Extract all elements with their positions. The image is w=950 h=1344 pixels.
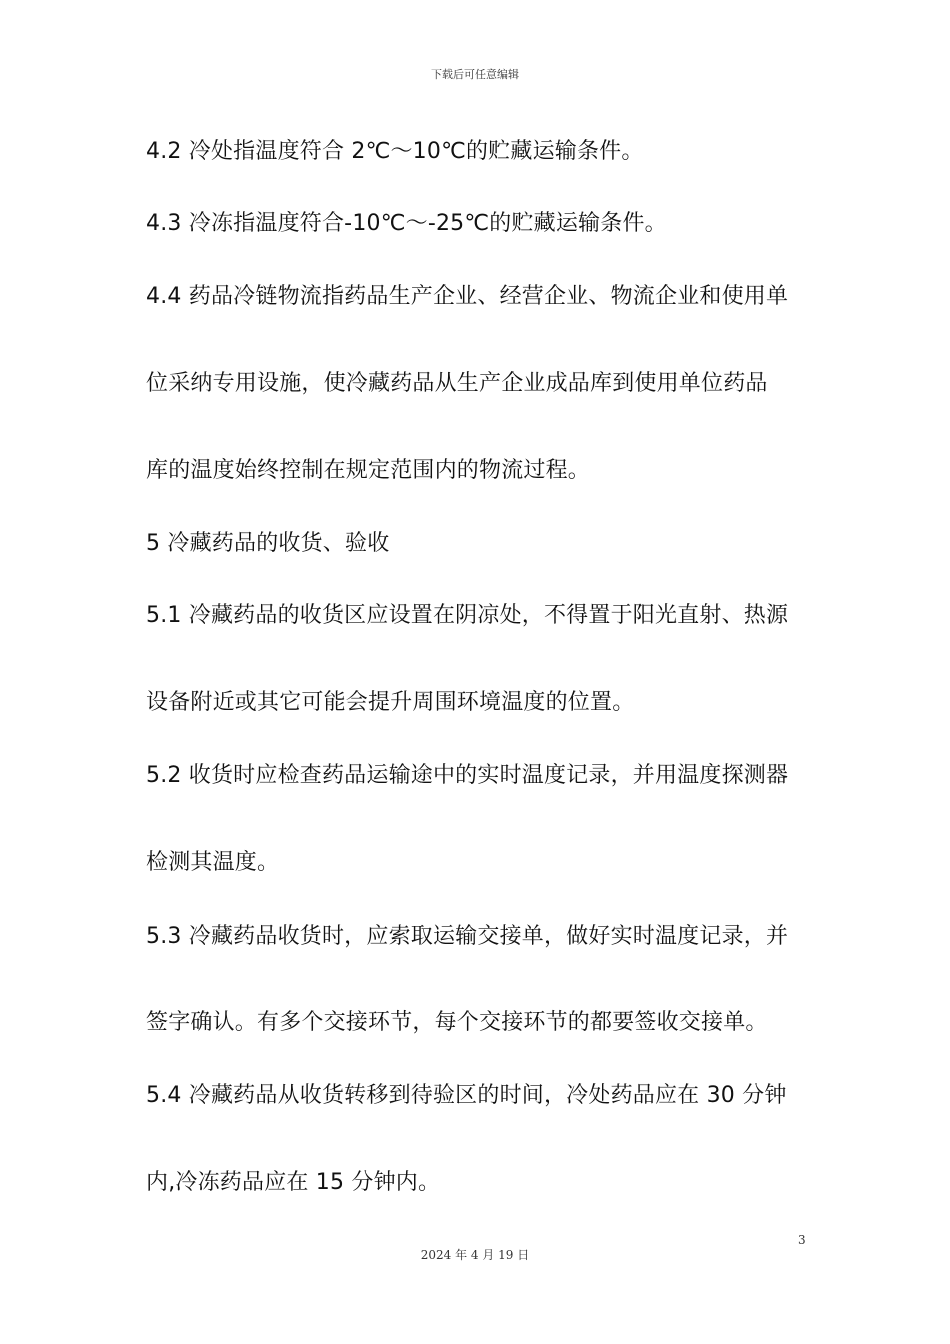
paragraph-5-1-line-1: 5.1 冷藏药品的收货区应设置在阴凉处，不得置于阳光直射、热源 — [146, 603, 789, 628]
paragraph-4-3: 4.3 冷冻指温度符合-10℃～-25℃的贮藏运输条件。 — [146, 211, 667, 236]
paragraph-4-4-line-3: 库的温度始终控制在规定范围内的物流过程。 — [146, 458, 591, 483]
paragraph-5-3-line-1: 5.3 冷藏药品收货时，应索取运输交接单，做好实时温度记录，并 — [146, 924, 789, 949]
paragraph-5-4-line-1: 5.4 冷藏药品从收货转移到待验区的时间，冷处药品应在 30 分钟 — [146, 1083, 787, 1108]
page-footer-date: 2024 年 4 月 19 日 — [420, 1248, 530, 1262]
paragraph-4-4-line-2: 位采纳专用设施，使冷藏药品从生产企业成品库到使用单位药品 — [146, 371, 768, 396]
paragraph-4-2: 4.2 冷处指温度符合 2℃～10℃的贮藏运输条件。 — [146, 139, 644, 164]
paragraph-5-2-line-2: 检测其温度。 — [146, 850, 280, 875]
paragraph-4-4-line-1: 4.4 药品冷链物流指药品生产企业、经营企业、物流企业和使用单 — [146, 284, 789, 309]
paragraph-5-4-line-2: 内,冷冻药品应在 15 分钟内。 — [146, 1170, 441, 1195]
page-header-note: 下载后可任意编辑 — [431, 68, 519, 81]
section-heading-5: 5 冷藏药品的收货、验收 — [146, 531, 390, 556]
paragraph-5-3-line-2: 签字确认。有多个交接环节，每个交接环节的都要签收交接单。 — [146, 1010, 768, 1035]
paragraph-5-2-line-1: 5.2 收货时应检查药品运输途中的实时温度记录，并用温度探测器 — [146, 763, 789, 788]
page-number: 3 — [798, 1233, 806, 1247]
paragraph-5-1-line-2: 设备附近或其它可能会提升周围环境温度的位置。 — [146, 690, 635, 715]
